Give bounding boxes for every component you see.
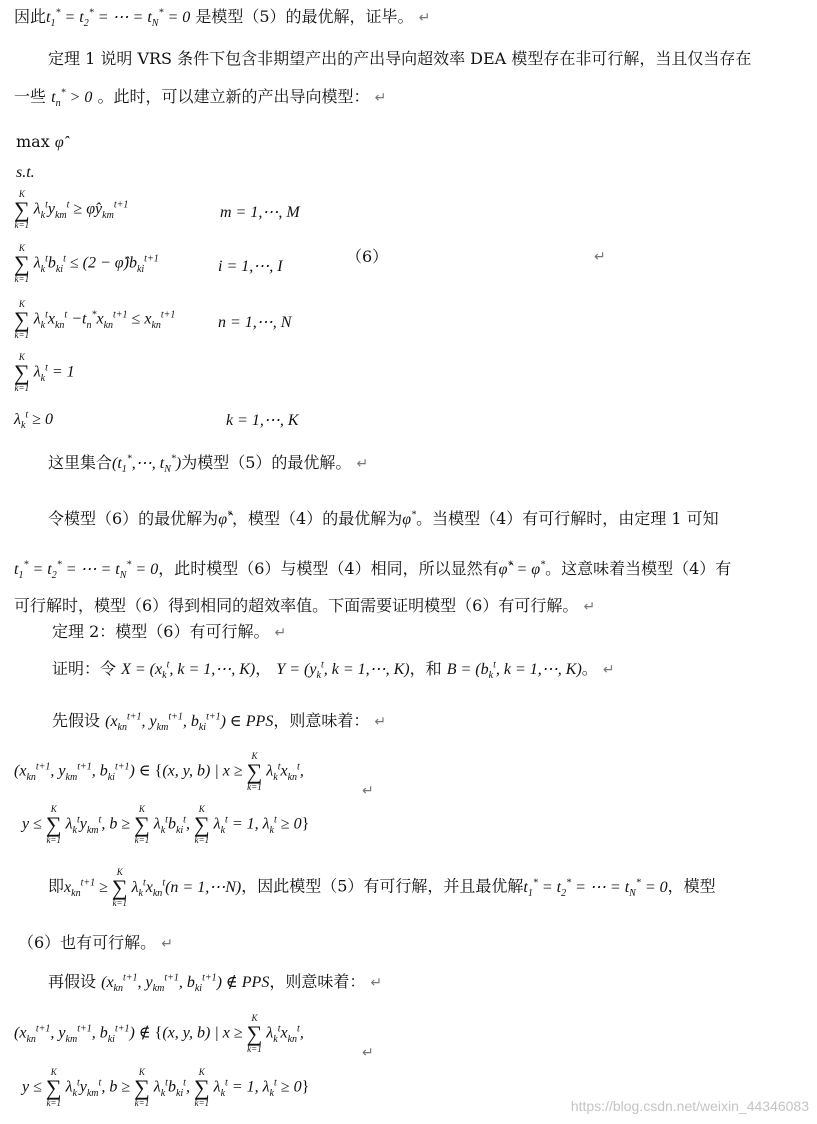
text-segment: 一些	[14, 87, 47, 106]
text-segment: 。	[581, 659, 598, 678]
text-segment: ，则意味着：	[269, 972, 366, 991]
proof-definitions	[52, 659, 615, 682]
text-segment: ，	[255, 659, 272, 678]
math-inline: φ*	[402, 509, 417, 528]
paragraph-mark: ↵	[583, 599, 596, 615]
paragraph-optimal-cont2	[14, 598, 595, 614]
math-inline: $t_n^* > 0$	[51, 87, 93, 110]
text-segment: ，模型（4）的最优解为	[232, 509, 403, 528]
text-segment: 。这意味着当模型（4）有	[545, 559, 732, 578]
paragraph-optimal	[48, 511, 719, 528]
text-segment: 为模型（5）的最优解。	[181, 453, 352, 472]
summation-symbol: K ∑ k=1	[111, 867, 128, 908]
math-set-membership: ($x_{kn}^{t+1}$, $y_{km}^{t+1}$, $b_{ki}^{t+1}$) ∈ {(x, y, b) | x ≥ K ∑ k=1 $\lambda_k^tx_{kn}^t$,	[14, 751, 304, 792]
math-inline: φ̂*	[218, 509, 233, 528]
text-segment: 再假设	[48, 972, 97, 991]
text-segment: 因此	[14, 7, 47, 26]
text-segment: ，和	[409, 659, 442, 678]
math-inline: $x_{kn}^{t+1}$ ≥ K ∑ k=1 $\lambda_k^tx_{kn}^t(n$ = 1,⋯N)	[64, 867, 242, 908]
paragraph-optimal-cont	[14, 559, 732, 582]
paragraph-mark: ↵	[362, 783, 374, 799]
proof-case1-conclusion-cont	[18, 935, 173, 951]
proof-case1	[52, 711, 387, 734]
summation-symbol: K ∑ k=1	[45, 1067, 62, 1108]
paragraph-conclusion	[14, 7, 431, 30]
proof-case2	[48, 972, 383, 995]
text-segment: ，模型	[667, 876, 716, 896]
summation-symbol: K ∑ k=1	[14, 189, 30, 230]
text-segment: 证明：令	[52, 659, 117, 678]
paragraph-mark: ↵	[602, 662, 615, 678]
constraint-output: K ∑ k=1 $\lambda_k^ty_{km}^t$ ≥ $\varphîy_{km}^{t+1}$	[14, 189, 129, 230]
math-inline: ($x_{kn}^{t+1}$, $y_{km}^{t+1}$, $b_{ki}^{t+1}$) ∉ PPS	[101, 972, 270, 995]
math-set-exclusion-cont: y ≤ K ∑ k=1 $\lambda_k^ty_{km}^t$, b ≥ K ∑ k=1 $\lambda_k^tb_{ki}^t$, K ∑ k=1 $\lambda_k^t = 1$, $\lambda_k^t \ge 0$}	[22, 1067, 310, 1108]
math-inline: $t_1^* = t_2^*$ = ⋯ = $t_N^* = 0$	[46, 7, 191, 30]
summation-symbol: K ∑ k=1	[14, 243, 30, 284]
text-segment: 。此时，可以建立新的产出导向模型：	[97, 87, 370, 106]
math-inline: ($x_{kn}^{t+1}$, $y_{km}^{t+1}$, $b_{ki}^{t+1}$) ∈ PPS	[105, 711, 274, 734]
theorem-2	[52, 624, 286, 640]
math-inline: $t_1^* = t_2^*$ = ⋯ = $t_N^* = 0$	[523, 877, 668, 899]
constraint-nonneg-range: k = 1,⋯, K	[226, 412, 299, 429]
summation-symbol: K ∑ k=1	[14, 352, 30, 393]
summation-symbol: K ∑ k=1	[134, 1067, 150, 1108]
paragraph-mark: ↵	[161, 936, 174, 952]
paragraph-mark: ↵	[362, 1045, 374, 1061]
paragraph-set-note	[48, 453, 369, 476]
math-inline: $X = (x_k^t$, k = 1,⋯, K)	[121, 659, 256, 682]
constraint-nonneg: $\lambda_k^t \ge 0$	[14, 409, 53, 432]
summation-symbol: K ∑ k=1	[193, 804, 210, 845]
text-segment: ，则意味着：	[273, 711, 370, 730]
constraint-undesirable: K ∑ k=1 $\lambda_k^tb_{ki}^t \le (2$ − $\varphî)b_{ki}^{t+1}$	[14, 243, 159, 284]
watermark: https://blog.csdn.net/weixin_44346083	[570, 1098, 809, 1114]
text-segment: 定理 2：模型（6）有可行解。	[52, 622, 270, 641]
constraint-output-range: m = 1,⋯, M	[220, 204, 300, 221]
paragraph-mark: ↵	[374, 90, 387, 106]
summation-symbol: K ∑ k=1	[45, 804, 62, 845]
paragraph-mark: ↵	[594, 249, 606, 265]
paragraph-mark: ↵	[418, 10, 431, 26]
math-inline: $Y = (y_k^t$, k = 1,⋯, K)	[276, 659, 410, 682]
paragraph-mark: ↵	[374, 714, 387, 730]
math-inline: ($t_1^*,\cdots$, $t_N^*$)	[112, 453, 182, 476]
text-segment: ，因此模型（5）有可行解，并且最优解	[241, 876, 524, 896]
text-segment: 是模型（5）的最优解，证毕。	[195, 7, 414, 26]
math-max: max	[16, 132, 50, 151]
text-segment: 。当模型（4）有可行解时，由定理 1 可知	[416, 509, 719, 528]
text-segment: 先假设	[52, 711, 101, 730]
text-segment: 即	[48, 876, 65, 896]
text-segment: （6）也有可行解。	[18, 933, 157, 952]
constraint-vrs: K ∑ k=1 $\lambda_k^t = 1$	[14, 352, 75, 393]
summation-symbol: K ∑ k=1	[134, 804, 150, 845]
paragraph-theorem1-note	[48, 51, 751, 67]
constraint-input-range: n = 1,⋯, N	[218, 314, 292, 331]
math-set-membership-cont: y ≤ K ∑ k=1 $\lambda_k^ty_{km}^t$, b ≥ K ∑ k=1 $\lambda_k^tb_{ki}^t$, K ∑ k=1 $\lambda_k^t = 1$, $\lambda_k^t \ge 0$}	[22, 804, 310, 845]
model-objective	[16, 134, 64, 151]
proof-case1-conclusion	[48, 868, 716, 908]
text-segment: 令模型（6）的最优解为	[48, 509, 219, 528]
paragraph-mark: ↵	[274, 625, 287, 641]
text-segment: 这里集合	[48, 453, 113, 472]
text-segment: 可行解时，模型（6）得到相同的超效率值。下面需要证明模型（6）有可行解。	[14, 596, 579, 615]
paragraph-mark: ↵	[356, 456, 369, 472]
text-segment: 定理 1 说明 VRS 条件下包含非期望产出的产出导向超效率 DEA 模型存在非可行解，当且仅当存在	[48, 49, 752, 68]
math-set-exclusion: ($x_{kn}^{t+1}$, $y_{km}^{t+1}$, $b_{ki}^{t+1}$) ∉ {(x, y, b) | x ≥ K ∑ k=1 $\lambda_k^tx_{kn}^t$,	[14, 1013, 304, 1054]
math-inline: φ̂* = φ*	[498, 559, 546, 578]
summation-symbol: K ∑ k=1	[193, 1067, 210, 1108]
math-inline: $B = (b_k^t$, k = 1,⋯, K)	[446, 659, 582, 682]
summation-symbol: K ∑ k=1	[246, 1013, 263, 1054]
model-tag: （6）	[346, 247, 389, 266]
constraint-undesirable-range: i = 1,⋯, I	[218, 258, 283, 275]
paragraph-theorem1-note-cont	[14, 87, 387, 110]
summation-symbol: K ∑ k=1	[14, 299, 30, 340]
math-inline: $t_1^* = t_2^*$ = ⋯ = $t_N^* = 0$	[14, 559, 159, 582]
constraint-input: K ∑ k=1 $\lambda_k^tx_{kn}^t -t_n^*x_{kn}^{t+1} \le x_{kn}^{t+1}$	[14, 299, 176, 340]
math-phi-hat: φ̂	[54, 134, 64, 151]
paragraph-mark: ↵	[370, 975, 383, 991]
summation-symbol: K ∑ k=1	[246, 751, 263, 792]
text-segment: ，此时模型（6）与模型（4）相同，所以显然有	[158, 559, 499, 578]
model-subject-to: s.t.	[16, 164, 35, 181]
